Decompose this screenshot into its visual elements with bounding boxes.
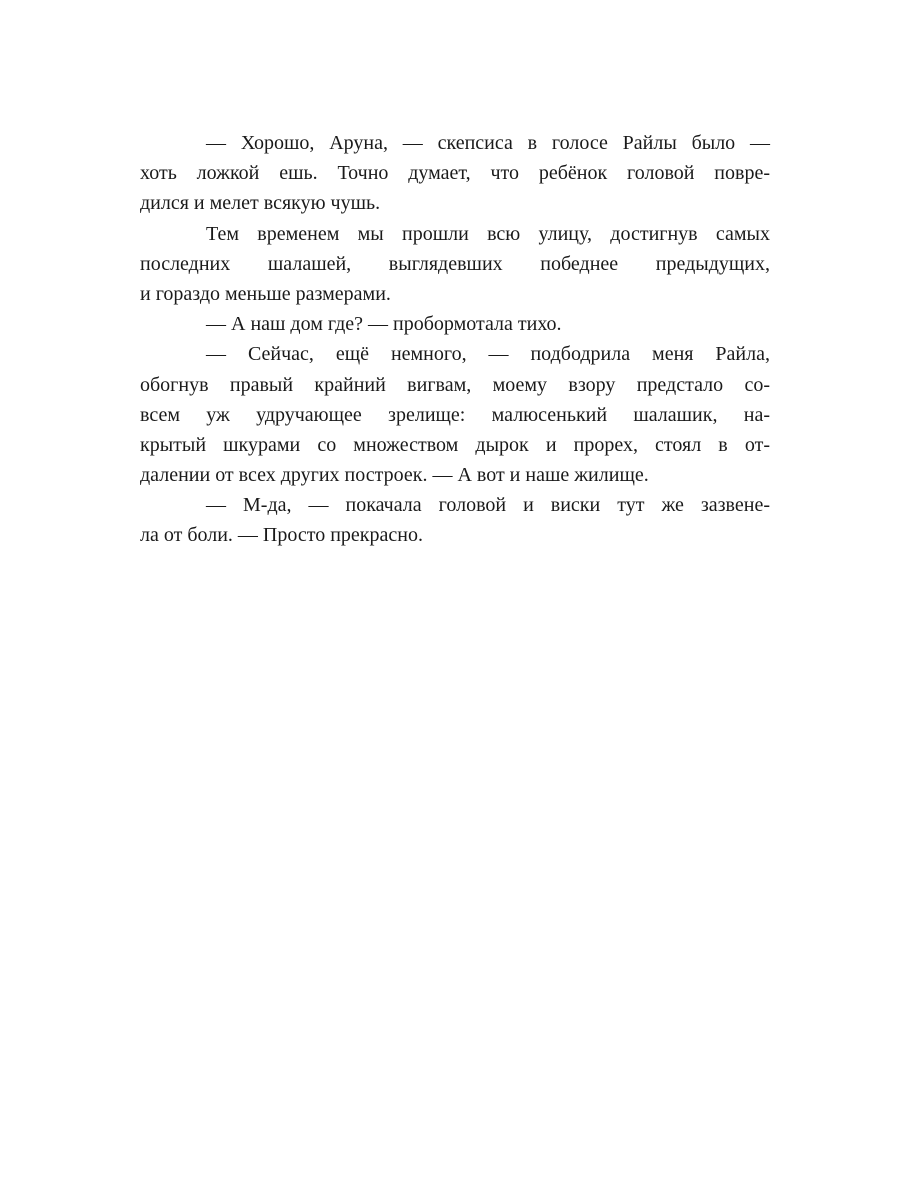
text-line: ла от боли. — Просто прекрасно. — [140, 524, 423, 547]
paragraph — [140, 339, 770, 490]
page-body-text — [140, 128, 770, 551]
paragraph — [140, 128, 770, 219]
text-line: обогнув правый крайний вигвам, моему взору предстало со- — [140, 373, 770, 396]
text-line: далении от всех других построек. — А вот и наше жилище. — [140, 464, 649, 487]
text-line: хоть ложкой ешь. Точно думает, что ребёнок головой повре- — [140, 162, 770, 185]
text-line: Тем временем мы прошли всю улицу, достигнув самых — [206, 222, 770, 245]
text-line: — Хорошо, Аруна, — скепсиса в голосе Райлы было — — [206, 132, 770, 154]
text-line: последних шалашей, выглядевших победнее предыдущих, — [140, 252, 770, 275]
text-line: крытый шкурами со множеством дырок и прорех, стоял в от- — [140, 433, 770, 456]
text-line: всем уж удручающее зрелище: малюсенький шалашик, на- — [140, 403, 770, 426]
text-line: — М-да, — покачала головой и виски тут же зазвене- — [206, 494, 770, 517]
text-line: и гораздо меньше размерами. — [140, 282, 391, 305]
text-line: — А наш дом где? — пробормотала тихо. — [206, 313, 562, 336]
text-line: — Сейчас, ещё немного, — подбодрила меня Райла, — [206, 343, 770, 366]
paragraph — [140, 490, 770, 550]
text-line: дился и мелет всякую чушь. — [140, 192, 381, 215]
paragraph — [140, 309, 770, 339]
paragraph — [140, 219, 770, 310]
